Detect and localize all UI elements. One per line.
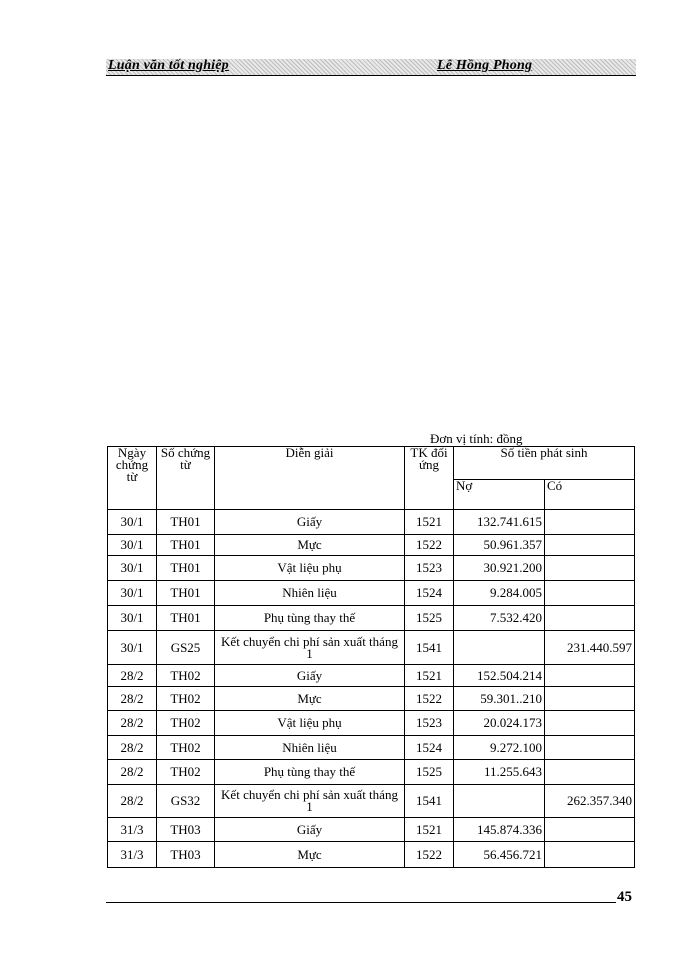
cell-description: Giấy xyxy=(215,818,405,842)
cell-description: Kết chuyển chi phí sản xuất tháng 1 xyxy=(215,631,405,665)
header-amount-group: Số tiền phát sinh xyxy=(454,447,635,480)
cell-account: 1523 xyxy=(405,711,454,736)
cell-description: Mực xyxy=(215,535,405,556)
cell-doc-no: TH02 xyxy=(157,687,215,711)
table-row xyxy=(108,510,635,535)
cell-credit xyxy=(545,510,635,535)
cell-debit: 152.504.214 xyxy=(454,665,545,687)
cell-date: 28/2 xyxy=(108,760,157,785)
header-author-name: Lê Hồng Phong xyxy=(437,58,533,73)
table-row xyxy=(108,631,635,665)
cell-doc-no: GS32 xyxy=(157,785,215,818)
cell-account: 1522 xyxy=(405,535,454,556)
table-row xyxy=(108,687,635,711)
cell-debit: 11.255.643 xyxy=(454,760,545,785)
cell-credit xyxy=(545,535,635,556)
cell-credit xyxy=(545,736,635,760)
cell-doc-no: TH01 xyxy=(157,556,215,581)
cell-account: 1521 xyxy=(405,818,454,842)
cell-date: 31/3 xyxy=(108,818,157,842)
cell-date: 28/2 xyxy=(108,711,157,736)
header-credit: Có xyxy=(545,480,635,510)
table-row xyxy=(108,760,635,785)
cell-debit: 9.272.100 xyxy=(454,736,545,760)
cell-credit xyxy=(545,711,635,736)
cell-credit xyxy=(545,818,635,842)
cell-debit: 9.284.005 xyxy=(454,581,545,606)
cell-account: 1525 xyxy=(405,606,454,631)
table-row xyxy=(108,581,635,606)
cell-doc-no: TH01 xyxy=(157,535,215,556)
header-thesis-title: Luận văn tốt nghiệp xyxy=(108,58,229,73)
header-account: TK đối ứng xyxy=(405,447,454,510)
cell-doc-no: TH03 xyxy=(157,842,215,868)
cell-debit: 145.874.336 xyxy=(454,818,545,842)
cell-account: 1521 xyxy=(405,665,454,687)
cell-credit xyxy=(545,842,635,868)
cell-doc-no: GS25 xyxy=(157,631,215,665)
ledger-body xyxy=(108,510,635,868)
cell-debit: 50.961.357 xyxy=(454,535,545,556)
table-row xyxy=(108,736,635,760)
cell-date: 28/2 xyxy=(108,687,157,711)
cell-credit xyxy=(545,665,635,687)
table-row xyxy=(108,785,635,818)
table-row xyxy=(108,711,635,736)
cell-account: 1541 xyxy=(405,785,454,818)
cell-debit: 59.301..210 xyxy=(454,687,545,711)
cell-credit: 231.440.597 xyxy=(545,631,635,665)
table-row xyxy=(108,556,635,581)
cell-doc-no: TH02 xyxy=(157,711,215,736)
cell-account: 1524 xyxy=(405,581,454,606)
cell-description: Phụ tùng thay thế xyxy=(215,606,405,631)
table-row xyxy=(108,606,635,631)
cell-date: 28/2 xyxy=(108,665,157,687)
table-row xyxy=(108,535,635,556)
cell-date: 31/3 xyxy=(108,842,157,868)
cell-description: Giấy xyxy=(215,665,405,687)
cell-debit xyxy=(454,631,545,665)
cell-date: 30/1 xyxy=(108,556,157,581)
ledger-table xyxy=(107,446,635,868)
header-debit: Nợ xyxy=(454,480,545,510)
table-row xyxy=(108,818,635,842)
cell-doc-no: TH02 xyxy=(157,760,215,785)
cell-credit xyxy=(545,687,635,711)
cell-account: 1524 xyxy=(405,736,454,760)
header-doc-no: Số chứng từ xyxy=(157,447,215,510)
cell-account: 1523 xyxy=(405,556,454,581)
cell-credit xyxy=(545,581,635,606)
cell-account: 1541 xyxy=(405,631,454,665)
cell-account: 1522 xyxy=(405,687,454,711)
cell-date: 28/2 xyxy=(108,785,157,818)
cell-description: Mực xyxy=(215,687,405,711)
cell-credit xyxy=(545,760,635,785)
cell-date: 28/2 xyxy=(108,736,157,760)
cell-doc-no: TH01 xyxy=(157,581,215,606)
header-date: Ngày chứng từ xyxy=(108,447,157,510)
cell-date: 30/1 xyxy=(108,535,157,556)
cell-doc-no: TH01 xyxy=(157,510,215,535)
cell-description: Kết chuyển chi phí sản xuất tháng 1 xyxy=(215,785,405,818)
cell-account: 1522 xyxy=(405,842,454,868)
cell-debit: 30.921.200 xyxy=(454,556,545,581)
cell-debit: 132.741.615 xyxy=(454,510,545,535)
cell-description: Mực xyxy=(215,842,405,868)
cell-account: 1525 xyxy=(405,760,454,785)
cell-description: Giấy xyxy=(215,510,405,535)
cell-debit: 56.456.721 xyxy=(454,842,545,868)
cell-date: 30/1 xyxy=(108,581,157,606)
cell-doc-no: TH01 xyxy=(157,606,215,631)
unit-note: Đơn vị tính: đồng xyxy=(430,431,523,446)
cell-description: Vật liệu phụ xyxy=(215,556,405,581)
cell-debit: 20.024.173 xyxy=(454,711,545,736)
header-description: Diễn giải xyxy=(215,447,405,510)
cell-credit xyxy=(545,606,635,631)
cell-date: 30/1 xyxy=(108,606,157,631)
page-number: 45 xyxy=(617,889,632,905)
cell-date: 30/1 xyxy=(108,510,157,535)
cell-debit xyxy=(454,785,545,818)
footer-rule xyxy=(106,902,616,903)
cell-description: Vật liệu phụ xyxy=(215,711,405,736)
cell-credit xyxy=(545,556,635,581)
cell-doc-no: TH02 xyxy=(157,736,215,760)
cell-description: Nhiên liệu xyxy=(215,581,405,606)
table-row xyxy=(108,665,635,687)
cell-debit: 7.532.420 xyxy=(454,606,545,631)
cell-date: 30/1 xyxy=(108,631,157,665)
cell-account: 1521 xyxy=(405,510,454,535)
cell-description: Phụ tùng thay thế xyxy=(215,760,405,785)
cell-credit: 262.357.340 xyxy=(545,785,635,818)
cell-description: Nhiên liệu xyxy=(215,736,405,760)
table-row xyxy=(108,842,635,868)
cell-doc-no: TH02 xyxy=(157,665,215,687)
cell-doc-no: TH03 xyxy=(157,818,215,842)
